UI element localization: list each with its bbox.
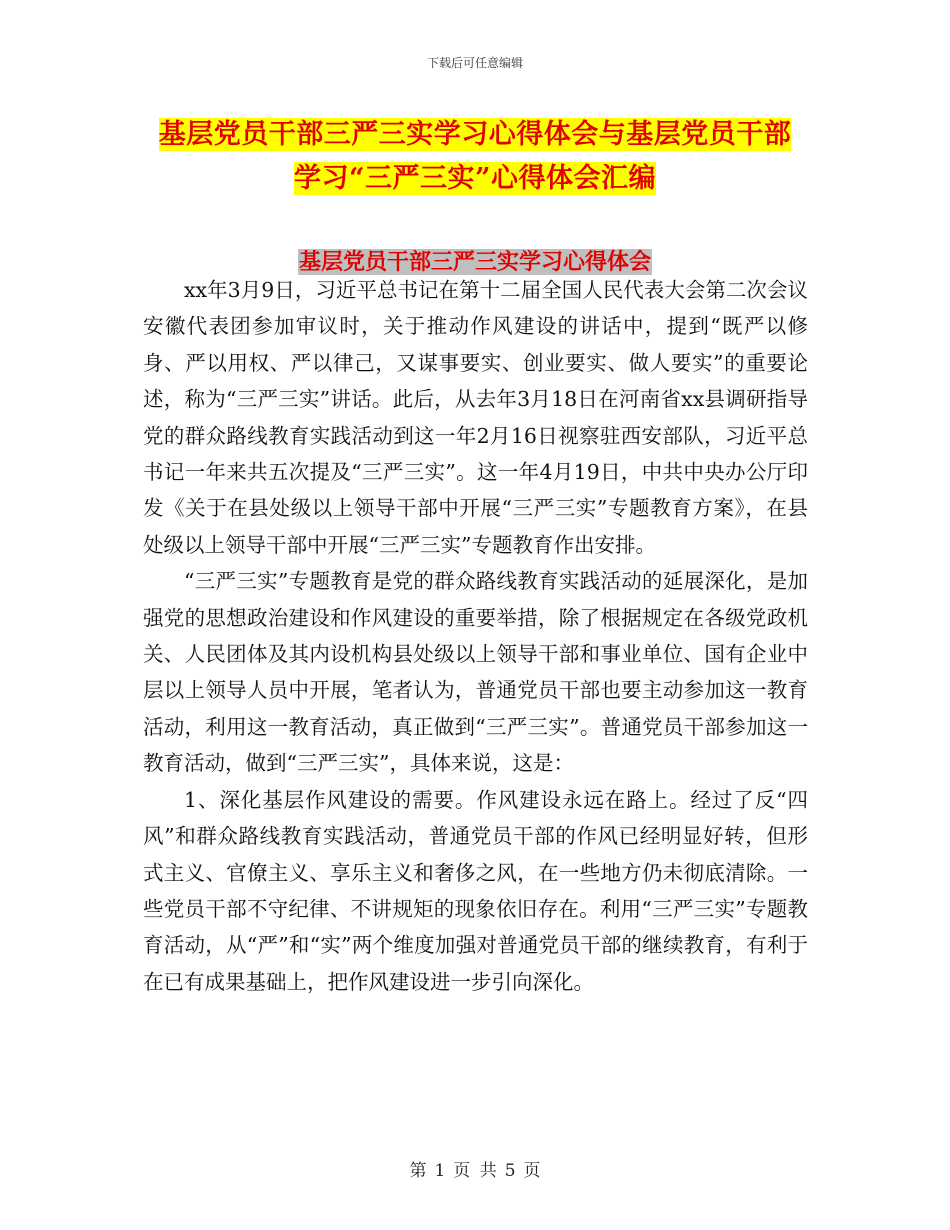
page-footer bbox=[0, 1156, 950, 1181]
paragraph-2: “三严三实”专题教育是党的群众路线教育实践活动的延展深化，是加强党的思想政治建设和作风建设的重要举措，除了根据规定在各级党政机关、人民团体及其内设机构县处级以上领导干部和事业单位、国有企业中层以上领导人员中开展，笔者认为，普通党员干部也要主动参加这一教育活动，利用这一教育活动，真正做到“三严三实”。普通党员干部参加这一教育活动，做到“三严三实”，具体来说，这是： bbox=[143, 569, 808, 776]
footer-suffix: 页 bbox=[523, 1161, 541, 1181]
paragraph-3: 1、深化基层作风建设的需要。作风建设永远在路上。经过了反“四风”和群众路线教育实践活动，普通党员干部的作风已经明显好转，但形式主义、官僚主义、享乐主义和奢侈之风，在一些地方仍未彻底清除。一些党员干部不守纪律、不讲规矩的现象依旧存在。利用“三严三实”专题教育活动，从“严”和“实”两个维度加强对普通党员干部的继续教育，有利于在已有成果基础上，把作风建设进一步引向深化。 bbox=[143, 787, 808, 994]
footer-middle: 页 共 bbox=[453, 1161, 497, 1181]
document-title-line-2: 学习“三严三实”心得体会汇编 bbox=[293, 163, 657, 194]
footer-total-pages: 5 bbox=[504, 1161, 516, 1181]
document-title-line-1: 基层党员干部三严三实学习心得体会与基层党员干部 bbox=[158, 119, 792, 150]
paragraph-1: xx年3月9日，习近平总书记在第十二届全国人民代表大会第二次会议安徽代表团参加审议时，关于推动作风建设的讲话中，提到“既严以修身、严以用权、严以律己，又谋事要实、创业要实、做人要实”的重要论述，称为“三严三实”讲话。此后，从去年3月18日在河南省xx县调研指导党的群众路线教育实践活动到这一年2月16日视察驻西安部队，习近平总书记一年来共五次提及“三严三实”。这一年4月19日，中共中央办公厅印发《关于在县处级以上领导干部中开展“三严三实”专题教育方案》，在县处级以上领导干部中开展“三严三实”专题教育作出安排。 bbox=[143, 278, 808, 557]
document-body bbox=[143, 272, 808, 1000]
footer-prefix: 第 bbox=[409, 1161, 427, 1181]
section-heading: 基层党员干部三严三实学习心得体会 bbox=[298, 249, 651, 275]
footer-page-number: 1 bbox=[434, 1161, 446, 1181]
page-header-note: 下载后可任意编辑 bbox=[426, 56, 523, 70]
